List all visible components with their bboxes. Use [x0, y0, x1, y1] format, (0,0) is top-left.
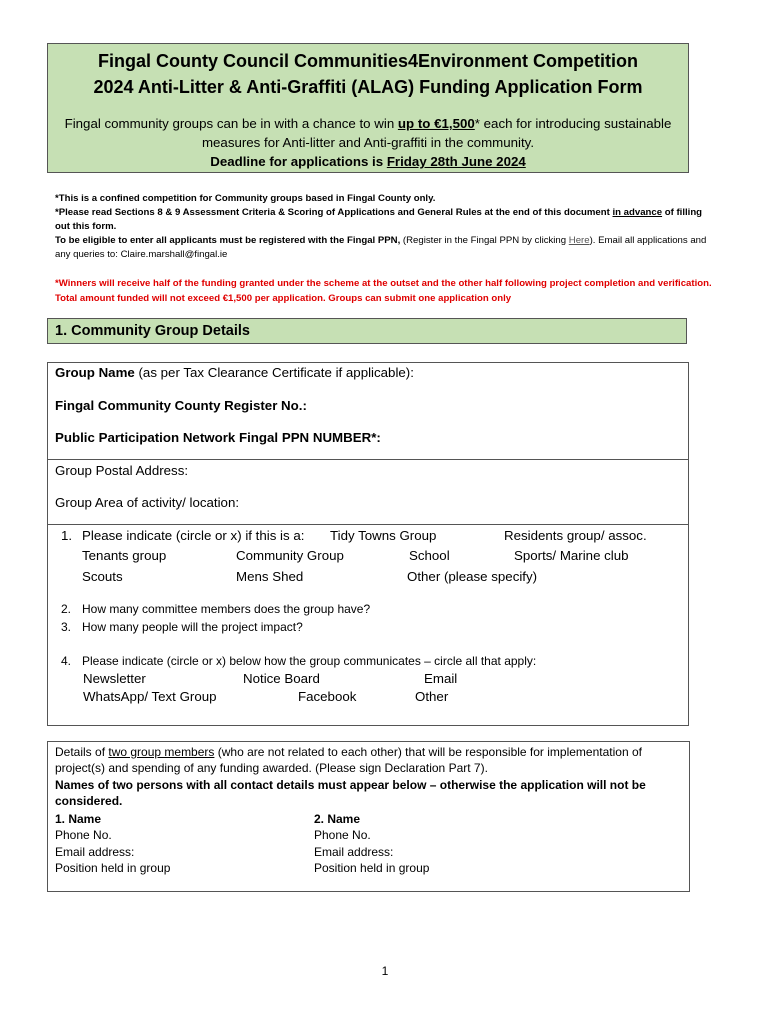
section-1-heading: 1. Community Group Details — [47, 318, 687, 344]
member-2-position[interactable]: Position held in group — [314, 861, 430, 875]
divider — [47, 524, 689, 525]
prize-amount: up to €1,500 — [397, 116, 475, 131]
option-email[interactable]: Email — [424, 671, 458, 686]
register-no-field[interactable]: Fingal Community County Register No.: — [55, 398, 307, 413]
option-scouts[interactable]: Scouts — [82, 569, 123, 584]
q2-number: 2. — [61, 602, 72, 616]
q3-text[interactable]: How many people will the project impact? — [82, 620, 303, 634]
ppn-number-field[interactable]: Public Participation Network Fingal PPN NUMBER*: — [55, 430, 381, 445]
q1-number: 1. — [61, 528, 73, 543]
member-2-name[interactable]: 2. Name — [314, 812, 361, 826]
page-number: 1 — [381, 964, 389, 978]
funding-warning: *Winners will receive half of the funding granted under the scheme at the outset and the other half following project completion and verification. Total amount funded will not exceed €1,500 per application. Groups can submit one application only — [55, 278, 712, 304]
postal-address-field[interactable]: Group Postal Address: — [55, 463, 189, 478]
option-whatsapp[interactable]: WhatsApp/ Text Group — [83, 689, 217, 704]
q2-text[interactable]: How many committee members does the group have? — [82, 602, 371, 616]
q4-text: Please indicate (circle or x) below how the group communicates – circle all that apply: — [82, 654, 537, 668]
form-header — [47, 43, 689, 173]
option-other[interactable]: Other (please specify) — [407, 569, 538, 584]
deadline: Deadline for applications is Friday 28th June 2024 — [210, 154, 526, 169]
deadline-date: Friday 28th June 2024 — [386, 154, 526, 169]
option-newsletter[interactable]: Newsletter — [83, 671, 146, 686]
divider — [47, 459, 689, 460]
option-tenants[interactable]: Tenants group — [82, 548, 167, 563]
q4-number: 4. — [61, 654, 72, 668]
option-notice-board[interactable]: Notice Board — [243, 671, 320, 686]
member-1-email[interactable]: Email address: — [55, 845, 135, 859]
option-comm-other[interactable]: Other — [415, 689, 449, 704]
title-line-2: 2024 Anti-Litter & Anti-Graffiti (ALAG) Funding Application Form — [93, 77, 643, 97]
members-intro: Details of two group members (who are not related to each other) that will be responsible for implementation of project(s) and spending of any funding awarded. (Please sign Declaration Part 7). Names of two persons with all contact details must appear below – otherwise the application will not be considered. — [55, 744, 685, 809]
eligibility-notes: *This is a confined competition for Community groups based in Fingal County only. *Please read Sections 8 & 9 Assessment Criteria & Scoring of Applications and General Rules at the end of this document in advance of filling out this form. To be eligible to enter all applicants must be registered with the Fingal PPN, (Register in the Fingal PPN by clicking Here). Email all applications and any queries to: Claire.marshall@fingal.ie — [55, 193, 707, 260]
group-name-field[interactable]: Group Name (as per Tax Clearance Certificate if applicable): — [55, 365, 414, 380]
option-mens-shed[interactable]: Mens Shed — [236, 569, 304, 584]
q3-number: 3. — [61, 620, 72, 634]
option-community[interactable]: Community Group — [236, 548, 344, 563]
form-title — [48, 48, 688, 100]
option-school[interactable]: School — [409, 548, 450, 563]
option-residents[interactable]: Residents group/ assoc. — [504, 528, 647, 543]
intro-text: Fingal community groups can be in with a chance to win up to €1,500* each for introducing sustainable measures for Anti-litter and Anti-graffiti in the community. — [64, 116, 672, 150]
option-sports[interactable]: Sports/ Marine club — [514, 548, 629, 563]
member-1-phone[interactable]: Phone No. — [55, 828, 112, 842]
option-tidy-towns[interactable]: Tidy Towns Group — [330, 528, 437, 543]
members-requirement: Names of two persons with all contact details must appear below – otherwise the application will not be considered. — [55, 777, 646, 808]
activity-area-field[interactable]: Group Area of activity/ location: — [55, 495, 240, 510]
ppn-register-link[interactable]: Here — [568, 235, 590, 246]
title-line-1: Fingal County Council Communities4Environment Competition — [97, 51, 638, 71]
member-2-email[interactable]: Email address: — [314, 845, 394, 859]
member-2-phone[interactable]: Phone No. — [314, 828, 371, 842]
member-1-name[interactable]: 1. Name — [55, 812, 102, 826]
option-facebook[interactable]: Facebook — [298, 689, 357, 704]
member-1-position[interactable]: Position held in group — [55, 861, 171, 875]
q1-text: Please indicate (circle or x) if this is a: — [82, 528, 305, 543]
